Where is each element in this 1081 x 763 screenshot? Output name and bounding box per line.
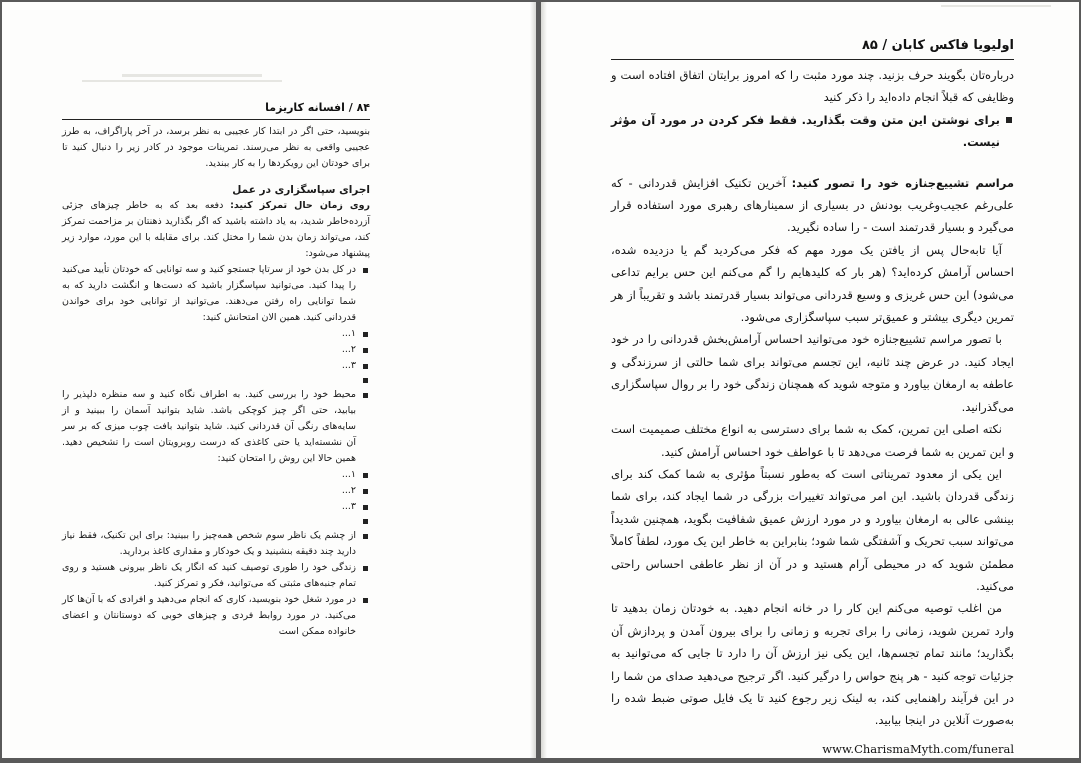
list-item: ۲...	[62, 342, 370, 358]
page-gutter	[541, 2, 547, 758]
header-rule	[611, 59, 1014, 60]
body-paragraph: آیا تابه‌حال پس از یافتن یک مورد مهم که فکر می‌کردید گم یا دزدیده شده، احساس آرامش کرده‌اید؟ (هر بار که کلیدهایم را گم می‌کنم این حس برایم تداعی می‌شود) این حس غریزی و وسیع قدردانی می‌تواند بسیار قدرتمند باشد و تقریباً از هر تمرین دیگری بیشتر و عمیق‌تر سبب سپاسگزاری می‌شود.	[611, 242, 1014, 325]
section-text: آخرین تکنیک افزایش قدردانی - که علی‌رغم عجیب‌وغریب بودنش در بسیاری از سمینارهای رهبری مورد استفاده قرار می‌گیرد و بسیار قدرتمند است - را ساده نگیرید.	[611, 175, 1014, 235]
intro-paragraph: بنویسید، حتی اگر در ابتدا کار عجیبی به نظر برسد، در آخر پاراگراف، به طرز عجیبی واقعی به نظر می‌رسند. تمرینات موجود در کادر زیر را دنبال کنید تا برای خودتان این رویکردها را به کار ببندید.	[62, 126, 370, 169]
right-page	[541, 2, 1079, 758]
list-item: ۲...	[62, 483, 370, 499]
bullet-item: در کل بدن خود از سرتاپا جستجو کنید و سه توانایی که خودتان تأیید می‌کنید را پیدا کنید. می‌توانید سپاسگزار باشید که دست‌ها و انگشت دارید که به شما توانایی راه رفتن می‌دهند. می‌توانید از توانایی خود برای خواندن قدردانی کنید. همین الان امتحانش کنید:	[62, 262, 370, 326]
focus-paragraph	[62, 198, 370, 262]
page-gutter	[530, 2, 536, 758]
funeral-url: www.CharismaMyth.com/funeral	[822, 741, 1014, 756]
focus-text: دفعه بعد که به خاطر چیزهای جزئی آزرده‌خاطر شدید، به یاد داشته باشید که اگر بگذارید ذهنتان بر مزاحمت تمرکز کند، می‌تواند زمان بدن شما را مختل کند. برای مقابله با این مورد، موارد زیر پیشنهاد می‌شود:	[62, 200, 370, 259]
bleed-through-shadow	[941, 5, 1051, 7]
body-paragraph: نکته اصلی این تمرین، کمک به شما برای دسترسی به انواع مختلف صمیمیت است و این تمرین به شما فرصت می‌دهد تا با عواطف خود احساس آرامش کنید.	[611, 422, 1014, 459]
list-item: ۱...	[62, 326, 370, 342]
left-page	[2, 2, 536, 758]
list-item: ۱...	[62, 467, 370, 483]
section-paragraph	[611, 172, 1014, 239]
page-header: ۸۴ / افسانه کاریزما	[265, 101, 370, 114]
section-title: اجرای سپاسگزاری در عمل	[232, 184, 370, 196]
list-item: ۳...	[62, 358, 370, 374]
body-paragraph: با تصور مراسم تشییع‌جنازه خود می‌توانید احساس آرامش‌بخش قدردانی را در خود ایجاد کنید. در عرض چند ثانیه، این تجسم می‌تواند برای شما حالتی از سرزندگی و عاطفه به ارمغان بیاورد و متوجه شوید که همچنان زندگی خود را بر روال سپاسگزاری می‌گذرانید.	[611, 332, 1014, 414]
empty-list-item	[62, 515, 370, 528]
header-rule	[62, 119, 370, 120]
bullet-item: برای نوشتن این متن وقت بگذارید. فقط فکر کردن در مورد آن مؤثر نیست.	[611, 109, 1014, 154]
body-paragraph: این یکی از معدود تمریناتی است که به‌طور نسبتاً مؤثری به شما کمک کند برای زندگی قدردان باشید. این امر می‌تواند تغییرات بزرگی در شما ایجاد کند، برای شما بینشی عالی به ارمغان بیاورد و در مورد ارزش عمیق شفافیت بگوید، همچنین شدیداً می‌تواند سبب تحریک و آشفتگی شما شود؛ بنابراین به خاطر این یک مورد، لطفاً کاملاً مطمئن شوید که در محیطی آرام هستید و در آن از نظر عاطفی احساس راحتی می‌کنید.	[611, 466, 1014, 593]
right-page-body	[611, 64, 1014, 758]
bullet-item: زندگی خود را طوری توصیف کنید که انگار یک ناظر بیرونی هستید و روی تمام جنبه‌های مثبتی که می‌توانید، فکر و تمرکز کنید.	[62, 560, 370, 592]
bullet-item: از چشم یک ناظر سوم شخص همه‌چیز را ببینید: برای این تکنیک، فقط نیاز دارید چند دقیقه بنشینید و یک خودکار و مقداری کاغذ بردارید.	[62, 528, 370, 560]
bullet-item: محیط خود را بررسی کنید. به اطراف نگاه کنید و سه منظره دلپذیر را بیابید، حتی اگر چیز کوچکی باشد. شاید بتوانید آسمان را ببینید و از سایه‌های رنگی آن قدردانی کنید. شاید بتوانید بافت چوب میزی که بر سر آن نشسته‌اید یا حتی کاغذی که درست روبرویتان است را تشخیص دهید. همین حالا این روش را امتحان کنید:	[62, 387, 370, 467]
empty-list-item	[62, 374, 370, 387]
bullet-item: در مورد شغل خود بنویسید، کاری که انجام می‌دهید و افرادی که با آن‌ها کار می‌کنید. در مورد روابط فردی و چیزهای خوبی که دوستانتان و اعضای خانواده ممکن است	[62, 592, 370, 640]
section-lead: مراسم تشییع‌جنازه خود را تصور کنید:	[791, 175, 1014, 190]
focus-lead: روی زمان حال تمرکز کنید:	[230, 200, 370, 211]
left-page-body	[62, 124, 370, 640]
bleed-through-shadow	[82, 80, 282, 82]
page-header: اولیویا فاکس کابان / ۸۵	[862, 38, 1014, 53]
opening-paragraph: درباره‌تان بگویند حرف بزنید. چند مورد مثبت را که امروز برایتان اتفاق افتاده است و وظایفی که قبلاً انجام داده‌اید را ذکر کنید	[611, 68, 1014, 105]
bleed-through-shadow	[122, 74, 262, 77]
body-paragraph: من اغلب توصیه می‌کنم این کار را در خانه انجام دهید. به خودتان زمان بدهید تا وارد تمرین شوید، زمانی را برای تجربه و زمانی را برای بیرون آمدن و پردازش آن بگذارید؛ مانند تمام تجسم‌ها، این یکی نیز ارزش آن را دارد تا جایی که می‌توانید به جزئیات توجه کنید - هر پنج حواس را درگیر کنید. اگر ترجیح می‌دهید صدای من شما را در این فرآیند راهنمایی کند، به لینک زیر رجوع کنید تا یک فایل صوتی ضبط شده را به‌صورت آنلاین در اینجا بیابید.	[611, 601, 1014, 728]
list-item: ۳...	[62, 499, 370, 515]
